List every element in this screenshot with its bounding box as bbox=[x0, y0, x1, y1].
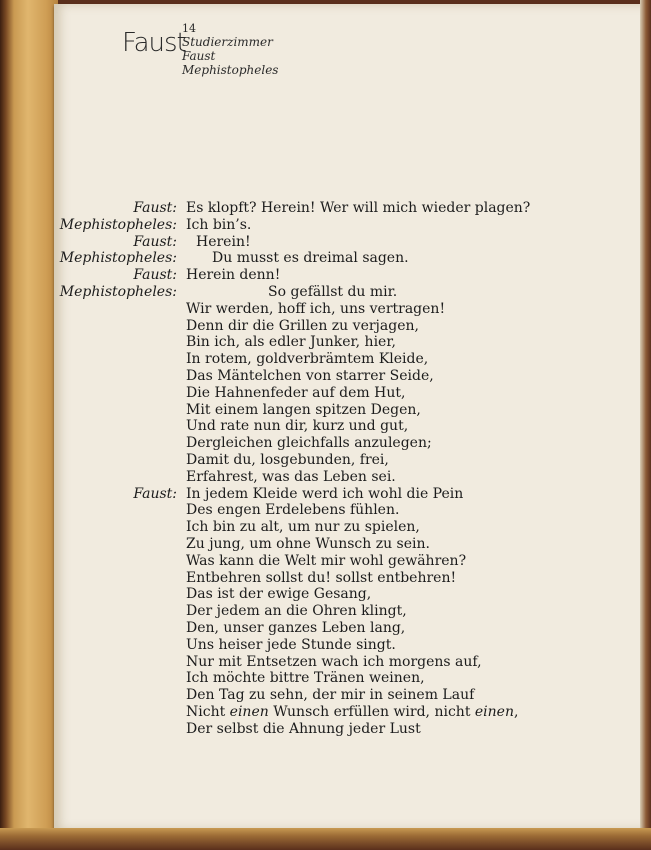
dialogue-line bbox=[0, 637, 640, 654]
dialogue-line bbox=[0, 234, 640, 251]
verse-line: Der jedem an die Ohren klingt, bbox=[186, 603, 407, 620]
verse-line: In jedem Kleide werd ich wohl die Pein bbox=[186, 485, 464, 502]
verse-line: Ich bin zu alt, um nur zu spielen, bbox=[186, 519, 420, 536]
verse-line: Und rate nun dir, kurz und gut, bbox=[186, 418, 409, 435]
verse-line: Bin ich, als edler Junker, hier, bbox=[186, 334, 396, 351]
dialogue-line bbox=[0, 586, 640, 603]
verse-line: Erfahrest, was das Leben sei. bbox=[186, 468, 396, 485]
dialogue-line bbox=[0, 452, 640, 469]
verse-line: Des engen Erdelebens fühlen. bbox=[186, 502, 400, 519]
scene-heading bbox=[182, 35, 342, 77]
dialogue-line bbox=[0, 200, 640, 217]
verse-line: Den, unser ganzes Leben lang, bbox=[186, 619, 406, 636]
verse-line: Mit einem langen spitzen Degen, bbox=[186, 401, 421, 418]
dialogue-line bbox=[0, 469, 640, 486]
verse-line: Damit du, losgebunden, frei, bbox=[186, 451, 389, 468]
verse-line: Herein! bbox=[196, 233, 251, 250]
verse-line: Herein denn! bbox=[186, 267, 281, 284]
faust-logo: Faust bbox=[122, 28, 186, 58]
dialogue-line bbox=[0, 418, 640, 435]
verse-line bbox=[186, 704, 518, 721]
verse-line: Nur mit Entsetzen wach ich morgens auf, bbox=[186, 653, 482, 670]
dialogue-line bbox=[0, 351, 640, 368]
verse-line: Entbehren sollst du! sollst entbehren! bbox=[186, 569, 457, 586]
page-edge bbox=[640, 0, 651, 850]
dialogue-line bbox=[0, 721, 640, 738]
emphasis: einen bbox=[229, 703, 269, 720]
verse-line: Du musst es dreimal sagen. bbox=[212, 250, 409, 267]
verse-fragment: , bbox=[513, 703, 519, 720]
dialogue-text bbox=[0, 200, 640, 738]
dialogue-line bbox=[0, 704, 640, 721]
book-bottom-edge bbox=[0, 828, 651, 850]
verse-line: Das ist der ewige Gesang, bbox=[186, 586, 372, 603]
dialogue-line bbox=[0, 519, 640, 536]
speaker-name: Faust: bbox=[133, 233, 177, 250]
verse-line: Dergleichen gleichfalls anzulegen; bbox=[186, 435, 432, 452]
verse-line: Das Mäntelchen von starrer Seide, bbox=[186, 367, 434, 384]
verse-line: Wir werden, hoff ich, uns vertragen! bbox=[186, 300, 446, 317]
verse-line: So gefällst du mir. bbox=[268, 283, 398, 300]
emphasis: einen bbox=[474, 703, 514, 720]
speaker-name: Mephistopheles: bbox=[59, 283, 177, 300]
dialogue-line bbox=[0, 368, 640, 385]
dialogue-line bbox=[0, 318, 640, 335]
verse-line: Zu jung, um ohne Wunsch zu sein. bbox=[186, 535, 430, 552]
speaker-name: Faust: bbox=[133, 485, 177, 502]
dialogue-line bbox=[0, 670, 640, 687]
verse-line: Ich möchte bittre Tränen weinen, bbox=[186, 670, 425, 687]
verse-line: In rotem, goldverbrämtem Kleide, bbox=[186, 351, 429, 368]
page-number: 14 bbox=[182, 22, 196, 35]
dialogue-line bbox=[0, 250, 640, 267]
speaker-name: Mephistopheles: bbox=[59, 216, 177, 233]
verse-line: Den Tag zu sehn, der mir in seinem Lauf bbox=[186, 687, 475, 704]
verse-line: Die Hahnenfeder auf dem Hut, bbox=[186, 384, 406, 401]
dialogue-line bbox=[0, 435, 640, 452]
verse-line: Was kann die Welt mir wohl gewähren? bbox=[186, 552, 467, 569]
speaker-name: Faust: bbox=[133, 200, 177, 216]
verse-fragment: Wunsch erfüllen wird, nicht bbox=[268, 703, 475, 720]
dialogue-line bbox=[0, 553, 640, 570]
dialogue-line bbox=[0, 536, 640, 553]
dialogue-line bbox=[0, 620, 640, 637]
dialogue-line bbox=[0, 284, 640, 301]
verse-line: Uns heiser jede Stunde singt. bbox=[186, 636, 396, 653]
dialogue-line bbox=[0, 603, 640, 620]
dialogue-line bbox=[0, 654, 640, 671]
dialogue-line bbox=[0, 334, 640, 351]
speaker-name: Faust: bbox=[133, 267, 177, 284]
dialogue-line bbox=[0, 502, 640, 519]
scene-title: Studierzimmer bbox=[182, 35, 273, 49]
verse-line: Denn dir die Grillen zu verjagen, bbox=[186, 317, 419, 334]
verse-line: Es klopft? Herein! Wer will mich wieder plagen? bbox=[186, 200, 531, 216]
dialogue-line bbox=[0, 687, 640, 704]
dialogue-line bbox=[0, 402, 640, 419]
scene-character: Mephistopheles bbox=[182, 63, 279, 77]
scene-character: Faust bbox=[182, 49, 216, 63]
dialogue-line bbox=[0, 267, 640, 284]
dialogue-line bbox=[0, 217, 640, 234]
dialogue-line bbox=[0, 385, 640, 402]
verse-fragment: Nicht bbox=[186, 703, 230, 720]
verse-line: Ich bin’s. bbox=[186, 216, 252, 233]
speaker-name: Mephistopheles: bbox=[59, 250, 177, 267]
dialogue-line bbox=[0, 486, 640, 503]
dialogue-line bbox=[0, 570, 640, 587]
dialogue-line bbox=[0, 301, 640, 318]
verse-line: Der selbst die Ahnung jeder Lust bbox=[186, 720, 421, 737]
